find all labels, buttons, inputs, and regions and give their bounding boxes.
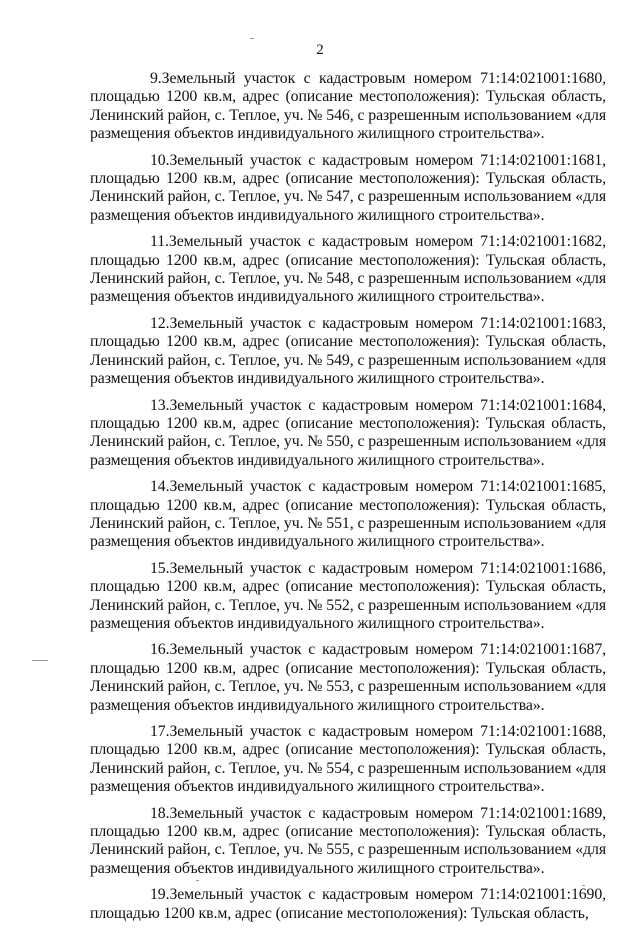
item-number: 16.	[150, 641, 170, 659]
list-item	[90, 560, 606, 634]
list-item	[90, 152, 606, 226]
scan-mark	[250, 38, 254, 39]
item-text: Земельный участок с кадастровым номером 71:14:021001:1684, площадью 1200 кв.м, адрес (описание местоположения): Тульская область, Ленинский район, с. Теплое, уч. № 550, с разрешенным использованием «для размещения объектов индивидуального жилищного строительства».	[90, 396, 606, 469]
item-number: 14.	[150, 478, 170, 496]
scan-mark	[32, 660, 48, 661]
item-number: 19.	[150, 886, 170, 904]
item-number: 12.	[150, 314, 170, 332]
item-text: Земельный участок с кадастровым номером 71:14:021001:1686, площадью 1200 кв.м, адрес (описание местоположения): Тульская область, Ленинский район, с. Теплое, уч. № 552, с разрешенным использованием «для размещения объектов индивидуального жилищного строительства».	[90, 559, 606, 632]
list-item	[90, 723, 606, 797]
item-text: Земельный участок с кадастровым номером 71:14:021001:1680, площадью 1200 кв.м, адрес (описание местоположения): Тульская область, Ленинский район, с. Теплое, уч. № 546, с разрешенным использованием «для размещения объектов индивидуального жилищного строительства».	[90, 70, 606, 143]
item-text: Земельный участок с кадастровым номером 71:14:021001:1687, площадью 1200 кв.м, адрес (описание местоположения): Тульская область, Ленинский район, с. Теплое, уч. № 553, с разрешенным использованием «для размещения объектов индивидуального жилищного строительства».	[90, 641, 606, 714]
item-number: 11.	[150, 233, 169, 251]
item-text: Земельный участок с кадастровым номером 71:14:021001:1688, площадью 1200 кв.м, адрес (описание местоположения): Тульская область, Ленинский район, с. Теплое, уч. № 554, с разрешенным использованием «для размещения объектов индивидуального жилищного строительства».	[90, 723, 606, 796]
scan-mark	[582, 885, 585, 886]
land-plot-list	[90, 70, 606, 931]
scan-mark	[196, 880, 199, 881]
list-item	[90, 315, 606, 389]
list-item	[90, 805, 606, 879]
item-text: Земельный участок с кадастровым номером 71:14:021001:1682, площадью 1200 кв.м, адрес (описание местоположения): Тульская область, Ленинский район, с. Теплое, уч. № 548, с разрешенным использованием «для размещения объектов индивидуального жилищного строительства».	[90, 233, 606, 306]
list-item	[90, 478, 606, 552]
list-item	[90, 70, 606, 144]
item-number: 18.	[150, 804, 170, 822]
item-text: Земельный участок с кадастровым номером 71:14:021001:1689, площадью 1200 кв.м, адрес (описание местоположения): Тульская область, Ленинский район, с. Теплое, уч. № 555, с разрешенным использованием «для размещения объектов индивидуального жилищного строительства».	[90, 804, 606, 877]
item-number: 9.	[150, 70, 162, 87]
item-text: Земельный участок с кадастровым номером 71:14:021001:1683, площадью 1200 кв.м, адрес (описание местоположения): Тульская область, Ленинский район, с. Теплое, уч. № 549, с разрешенным использованием «для размещения объектов индивидуального жилищного строительства».	[90, 314, 606, 388]
item-text: Земельный участок с кадастровым номером 71:14:021001:1685, площадью 1200 кв.м, адрес (описание местоположения): Тульская область, Ленинский район, с. Теплое, уч. № 551, с разрешенным использованием «для размещения объектов индивидуального жилищного строительства».	[90, 478, 606, 551]
list-item	[90, 233, 606, 307]
item-text: Земельный участок с кадастровым номером 71:14:021001:1690, площадью 1200 кв.м, адрес (описание местоположения): Тульская область,	[90, 886, 606, 922]
page-number: 2	[316, 42, 324, 58]
list-item	[90, 397, 606, 471]
item-number: 17.	[150, 723, 170, 740]
item-number: 15.	[150, 559, 170, 577]
list-item	[90, 641, 606, 715]
item-number: 10.	[150, 151, 170, 169]
item-number: 13.	[150, 396, 170, 414]
item-text: Земельный участок с кадастровым номером 71:14:021001:1681, площадью 1200 кв.м, адрес (описание местоположения): Тульская область, Ленинский район, с. Теплое, уч. № 547, с разрешенным использованием «для размещения объектов индивидуального жилищного строительства».	[90, 151, 606, 224]
